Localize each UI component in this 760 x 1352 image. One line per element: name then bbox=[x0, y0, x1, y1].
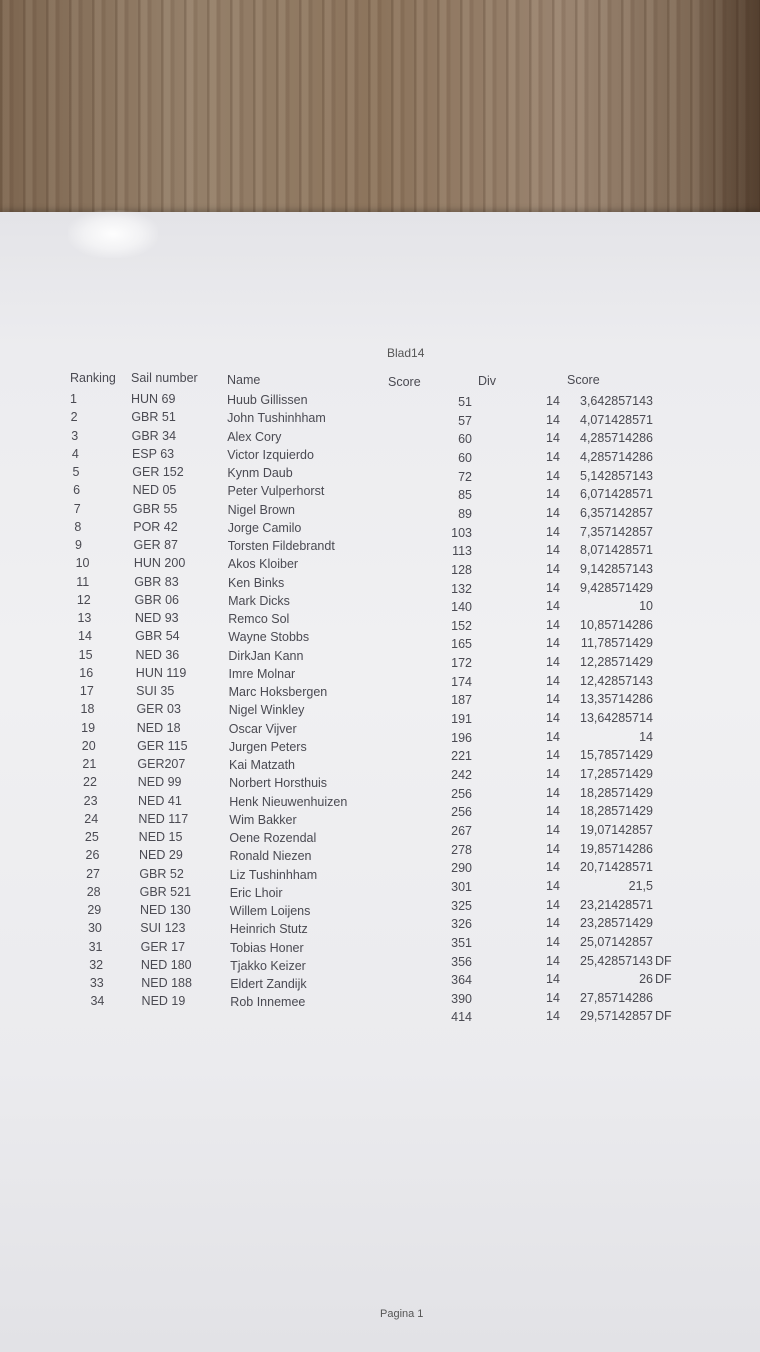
cell-sail-number: NED 93 bbox=[134, 611, 179, 625]
cell-score-average: 25,07142857 bbox=[580, 934, 653, 949]
cell-score: 221 bbox=[451, 749, 472, 764]
cell-div: 14 bbox=[546, 897, 560, 912]
cell-score: 132 bbox=[451, 581, 472, 596]
cell-name: Nigel Brown bbox=[227, 502, 295, 517]
cell-sail-number: GER 87 bbox=[133, 538, 179, 552]
cell-ranking: 10 bbox=[75, 556, 90, 571]
header-name: Name bbox=[227, 373, 261, 387]
light-glare bbox=[68, 210, 158, 258]
cell-score-average: 20,71428571 bbox=[580, 860, 653, 875]
cell-div: 14 bbox=[546, 524, 560, 539]
cell-score-average: 14 bbox=[639, 729, 653, 744]
cell-score-average: 6,357142857 bbox=[580, 505, 653, 520]
cell-sail-number: SUI 35 bbox=[136, 684, 175, 698]
cell-score-average: 19,85714286 bbox=[580, 841, 653, 856]
cell-div: 14 bbox=[546, 860, 560, 875]
page-footer: Pagina 1 bbox=[380, 1308, 424, 1320]
cell-sail-number: GBR 54 bbox=[135, 629, 180, 644]
cell-score-average: 23,28571429 bbox=[580, 916, 653, 931]
cell-sail-number: GBR 83 bbox=[134, 574, 179, 589]
header-ranking: Ranking bbox=[70, 371, 116, 385]
cell-sail-number: NED 99 bbox=[137, 775, 182, 790]
cell-score-average: 7,357142857 bbox=[580, 524, 653, 539]
cell-score: 325 bbox=[451, 898, 472, 913]
cell-ranking: 21 bbox=[82, 757, 97, 771]
cell-flag: DF bbox=[655, 953, 672, 968]
cell-score-average: 4,071428571 bbox=[580, 412, 653, 427]
cell-name: Jorge Camilo bbox=[227, 520, 302, 535]
cell-name: Tjakko Keizer bbox=[230, 958, 306, 973]
cell-ranking: 2 bbox=[70, 410, 78, 425]
cell-div: 14 bbox=[546, 487, 560, 502]
cell-score-average: 25,42857143 bbox=[580, 953, 653, 968]
cell-div: 14 bbox=[546, 599, 560, 614]
cell-score-average: 3,642857143 bbox=[580, 394, 653, 408]
cell-score-average: 12,42857143 bbox=[580, 673, 653, 688]
cell-ranking: 3 bbox=[71, 428, 79, 443]
cell-ranking: 8 bbox=[74, 519, 82, 534]
cell-name: John Tushinhham bbox=[227, 411, 326, 426]
cell-ranking: 18 bbox=[80, 702, 95, 717]
cell-score: 152 bbox=[451, 618, 472, 633]
cell-score-average: 10,85714286 bbox=[580, 617, 653, 632]
cell-ranking: 28 bbox=[86, 884, 101, 899]
cell-div: 14 bbox=[546, 580, 560, 595]
cell-score-average: 21,5 bbox=[628, 878, 653, 893]
cell-ranking: 31 bbox=[88, 939, 103, 954]
cell-name: Eldert Zandijk bbox=[230, 977, 307, 991]
cell-name: Huub Gillissen bbox=[227, 393, 308, 407]
cell-score: 89 bbox=[458, 506, 472, 521]
cell-sail-number: HUN 119 bbox=[135, 665, 187, 680]
cell-score: 51 bbox=[458, 395, 472, 409]
cell-score: 414 bbox=[451, 1010, 472, 1025]
cell-name: Rob Innemee bbox=[230, 995, 306, 1010]
cell-score-average: 18,28571429 bbox=[580, 804, 653, 819]
wood-table-background bbox=[0, 0, 760, 240]
cell-name: DirkJan Kann bbox=[228, 648, 304, 663]
cell-div: 14 bbox=[546, 543, 560, 558]
cell-div: 14 bbox=[546, 636, 560, 651]
cell-ranking: 9 bbox=[74, 538, 82, 552]
cell-div: 14 bbox=[546, 692, 560, 707]
cell-sail-number: GBR 51 bbox=[131, 410, 176, 425]
cell-sail-number: GBR 521 bbox=[139, 884, 192, 899]
cell-sail-number: NED 41 bbox=[138, 793, 182, 808]
cell-name: Wayne Stobbs bbox=[228, 630, 310, 645]
cell-sail-number: NED 18 bbox=[136, 720, 181, 735]
cell-sail-number: NED 19 bbox=[141, 994, 186, 1009]
cell-name: Oscar Vijver bbox=[228, 721, 297, 736]
cell-score: 356 bbox=[451, 954, 472, 969]
cell-sail-number: GER 17 bbox=[140, 939, 186, 954]
cell-score: 60 bbox=[458, 432, 472, 447]
cell-ranking: 13 bbox=[77, 611, 92, 625]
cell-name: Oene Rozendal bbox=[229, 831, 317, 845]
cell-score-average: 11,78571429 bbox=[580, 636, 653, 651]
cell-name: Torsten Fildebrandt bbox=[227, 539, 335, 553]
cell-score-average: 19,07142857 bbox=[580, 822, 653, 837]
cell-name: Jurgen Peters bbox=[228, 739, 307, 754]
cell-name: Imre Molnar bbox=[228, 666, 296, 681]
cell-sail-number: GER207 bbox=[137, 757, 186, 771]
cell-sail-number: NED 05 bbox=[132, 483, 177, 498]
cell-sail-number: HUN 200 bbox=[133, 556, 186, 571]
cell-ranking: 1 bbox=[70, 392, 77, 406]
cell-sail-number: GER 03 bbox=[136, 702, 181, 717]
cell-name: Norbert Horsthuis bbox=[229, 776, 328, 791]
cell-name: Tobias Honer bbox=[230, 940, 304, 955]
cell-name: Henk Nieuwenhuizen bbox=[229, 794, 348, 809]
cell-name: Akos Kloiber bbox=[227, 557, 299, 572]
cell-score: 278 bbox=[451, 842, 472, 857]
header-div: Div bbox=[478, 374, 497, 388]
cell-score: 57 bbox=[458, 413, 472, 428]
cell-name: Wim Bakker bbox=[229, 812, 297, 827]
sheet-title: Blad14 bbox=[387, 346, 425, 360]
cell-sail-number: NED 29 bbox=[139, 848, 183, 863]
cell-div: 14 bbox=[546, 711, 560, 726]
cell-score: 290 bbox=[451, 861, 472, 876]
cell-sail-number: POR 42 bbox=[133, 519, 178, 534]
cell-name: Willem Loijens bbox=[229, 904, 311, 918]
cell-sail-number: GER 152 bbox=[132, 465, 184, 479]
cell-score: 267 bbox=[451, 823, 472, 838]
cell-score: 128 bbox=[451, 562, 472, 577]
cell-score: 351 bbox=[451, 935, 472, 950]
wood-shadow bbox=[690, 0, 760, 240]
cell-sail-number: NED 117 bbox=[138, 811, 189, 826]
cell-div: 14 bbox=[546, 878, 560, 893]
cell-flag: DF bbox=[655, 972, 672, 987]
cell-score-average: 12,28571429 bbox=[580, 655, 653, 670]
cell-div: 14 bbox=[546, 729, 560, 744]
cell-score-average: 26 bbox=[639, 972, 653, 987]
cell-score-average: 18,28571429 bbox=[580, 785, 653, 800]
cell-name: Nigel Winkley bbox=[228, 703, 305, 718]
cell-name: Remco Sol bbox=[228, 612, 290, 626]
cell-ranking: 14 bbox=[78, 629, 92, 644]
cell-score: 196 bbox=[451, 730, 472, 745]
cell-score: 364 bbox=[451, 973, 472, 988]
cell-score-average: 4,285714286 bbox=[580, 431, 653, 446]
cell-name: Eric Lhoir bbox=[229, 885, 283, 900]
cell-name: Kai Matzath bbox=[229, 758, 296, 772]
cell-sail-number: NED 130 bbox=[139, 903, 191, 917]
cell-div: 14 bbox=[546, 673, 560, 688]
cell-name: Ronald Niezen bbox=[229, 849, 312, 864]
cell-score-average: 8,071428571 bbox=[580, 543, 653, 558]
cell-score: 256 bbox=[451, 805, 472, 820]
cell-sail-number: GBR 52 bbox=[139, 866, 184, 881]
cell-sail-number: SUI 123 bbox=[140, 921, 186, 936]
cell-ranking: 11 bbox=[76, 574, 90, 589]
cell-div: 14 bbox=[546, 468, 560, 483]
cell-score: 191 bbox=[451, 712, 472, 727]
cell-score: 72 bbox=[458, 469, 472, 484]
cell-div: 14 bbox=[546, 655, 560, 670]
cell-sail-number: GBR 06 bbox=[134, 592, 179, 607]
cell-score: 103 bbox=[451, 525, 472, 540]
cell-div: 14 bbox=[546, 822, 560, 837]
cell-sail-number: GER 115 bbox=[137, 738, 188, 753]
cell-div: 14 bbox=[546, 916, 560, 931]
cell-ranking: 34 bbox=[90, 994, 105, 1009]
cell-name: Alex Cory bbox=[227, 429, 282, 444]
cell-name: Liz Tushinhham bbox=[229, 867, 318, 882]
cell-ranking: 4 bbox=[71, 446, 79, 461]
cell-ranking: 16 bbox=[79, 665, 94, 680]
cell-score: 174 bbox=[451, 674, 472, 689]
cell-div: 14 bbox=[546, 617, 560, 632]
cell-div: 14 bbox=[546, 449, 560, 464]
cell-score-average: 4,285714286 bbox=[580, 449, 653, 464]
cell-score: 301 bbox=[451, 879, 472, 894]
cell-score: 165 bbox=[451, 637, 472, 652]
cell-sail-number: NED 15 bbox=[138, 830, 183, 844]
cell-div: 14 bbox=[546, 804, 560, 819]
cell-ranking: 15 bbox=[78, 647, 93, 662]
cell-score-average: 27,85714286 bbox=[580, 990, 653, 1005]
cell-ranking: 5 bbox=[72, 465, 80, 479]
cell-ranking: 29 bbox=[87, 903, 102, 917]
cell-div: 14 bbox=[546, 431, 560, 446]
cell-ranking: 19 bbox=[81, 720, 96, 735]
cell-div: 14 bbox=[546, 767, 560, 781]
cell-ranking: 22 bbox=[83, 775, 97, 790]
cell-name: Ken Binks bbox=[228, 575, 285, 590]
cell-ranking: 7 bbox=[73, 501, 81, 516]
cell-name: Marc Hoksbergen bbox=[228, 685, 328, 699]
cell-sail-number: NED 36 bbox=[135, 647, 180, 662]
cell-ranking: 30 bbox=[87, 921, 102, 936]
cell-score: 113 bbox=[452, 544, 472, 559]
cell-score: 187 bbox=[451, 693, 472, 708]
cell-score-average: 15,78571429 bbox=[580, 748, 653, 763]
cell-score-average: 9,142857143 bbox=[580, 561, 653, 576]
cell-flag: DF bbox=[655, 1009, 672, 1024]
cell-score-average: 13,64285714 bbox=[580, 711, 653, 726]
cell-ranking: 17 bbox=[79, 684, 94, 698]
cell-score-average: 29,57142857 bbox=[580, 1009, 653, 1024]
cell-ranking: 25 bbox=[84, 830, 99, 844]
cell-score-average: 6,071428571 bbox=[580, 487, 653, 502]
cell-score-average: 17,28571429 bbox=[580, 767, 653, 781]
header-score-average: Score bbox=[567, 373, 600, 387]
cell-div: 14 bbox=[546, 990, 560, 1005]
cell-score-average: 23,21428571 bbox=[580, 897, 653, 912]
cell-ranking: 6 bbox=[73, 483, 81, 498]
cell-sail-number: ESP 63 bbox=[131, 446, 175, 461]
cell-ranking: 12 bbox=[76, 592, 91, 607]
cell-ranking: 23 bbox=[83, 793, 98, 808]
cell-score: 256 bbox=[451, 786, 472, 801]
cell-div: 14 bbox=[546, 785, 560, 800]
cell-sail-number: HUN 69 bbox=[131, 392, 176, 406]
cell-score-average: 13,35714286 bbox=[580, 692, 653, 707]
cell-score: 242 bbox=[451, 768, 472, 782]
cell-div: 14 bbox=[546, 972, 560, 987]
cell-score: 390 bbox=[451, 991, 472, 1006]
cell-div: 14 bbox=[546, 748, 560, 763]
cell-ranking: 27 bbox=[86, 866, 101, 881]
cell-div: 14 bbox=[546, 561, 560, 576]
cell-ranking: 33 bbox=[89, 976, 104, 990]
cell-ranking: 20 bbox=[81, 738, 96, 753]
cell-score-average: 5,142857143 bbox=[580, 468, 653, 483]
cell-sail-number: NED 180 bbox=[140, 957, 192, 972]
cell-div: 14 bbox=[546, 934, 560, 949]
cell-div: 14 bbox=[546, 412, 560, 427]
cell-div: 14 bbox=[546, 953, 560, 968]
cell-score: 60 bbox=[458, 450, 472, 465]
cell-score-average: 9,428571429 bbox=[580, 580, 653, 595]
cell-score-average: 10 bbox=[639, 599, 653, 614]
cell-name: Heinrich Stutz bbox=[229, 922, 308, 937]
cell-sail-number: GBR 34 bbox=[131, 428, 177, 443]
cell-score: 140 bbox=[451, 600, 472, 615]
cell-score: 85 bbox=[458, 488, 472, 503]
cell-score: 172 bbox=[451, 656, 472, 671]
cell-name: Kynm Daub bbox=[227, 466, 293, 480]
cell-div: 14 bbox=[546, 841, 560, 856]
cell-name: Mark Dicks bbox=[228, 593, 290, 608]
cell-ranking: 32 bbox=[89, 957, 104, 972]
header-score: Score bbox=[388, 375, 421, 389]
cell-div: 14 bbox=[546, 505, 560, 520]
cell-div: 14 bbox=[546, 1009, 560, 1024]
cell-score: 326 bbox=[451, 917, 472, 932]
cell-ranking: 24 bbox=[84, 811, 99, 826]
header-sail-number: Sail number bbox=[131, 371, 198, 385]
cell-sail-number: NED 188 bbox=[141, 976, 192, 990]
cell-sail-number: GBR 55 bbox=[132, 501, 178, 516]
cell-ranking: 26 bbox=[85, 848, 100, 863]
cell-div: 14 bbox=[546, 394, 560, 408]
cell-name: Victor Izquierdo bbox=[227, 447, 314, 462]
cell-name: Peter Vulperhorst bbox=[227, 484, 325, 499]
